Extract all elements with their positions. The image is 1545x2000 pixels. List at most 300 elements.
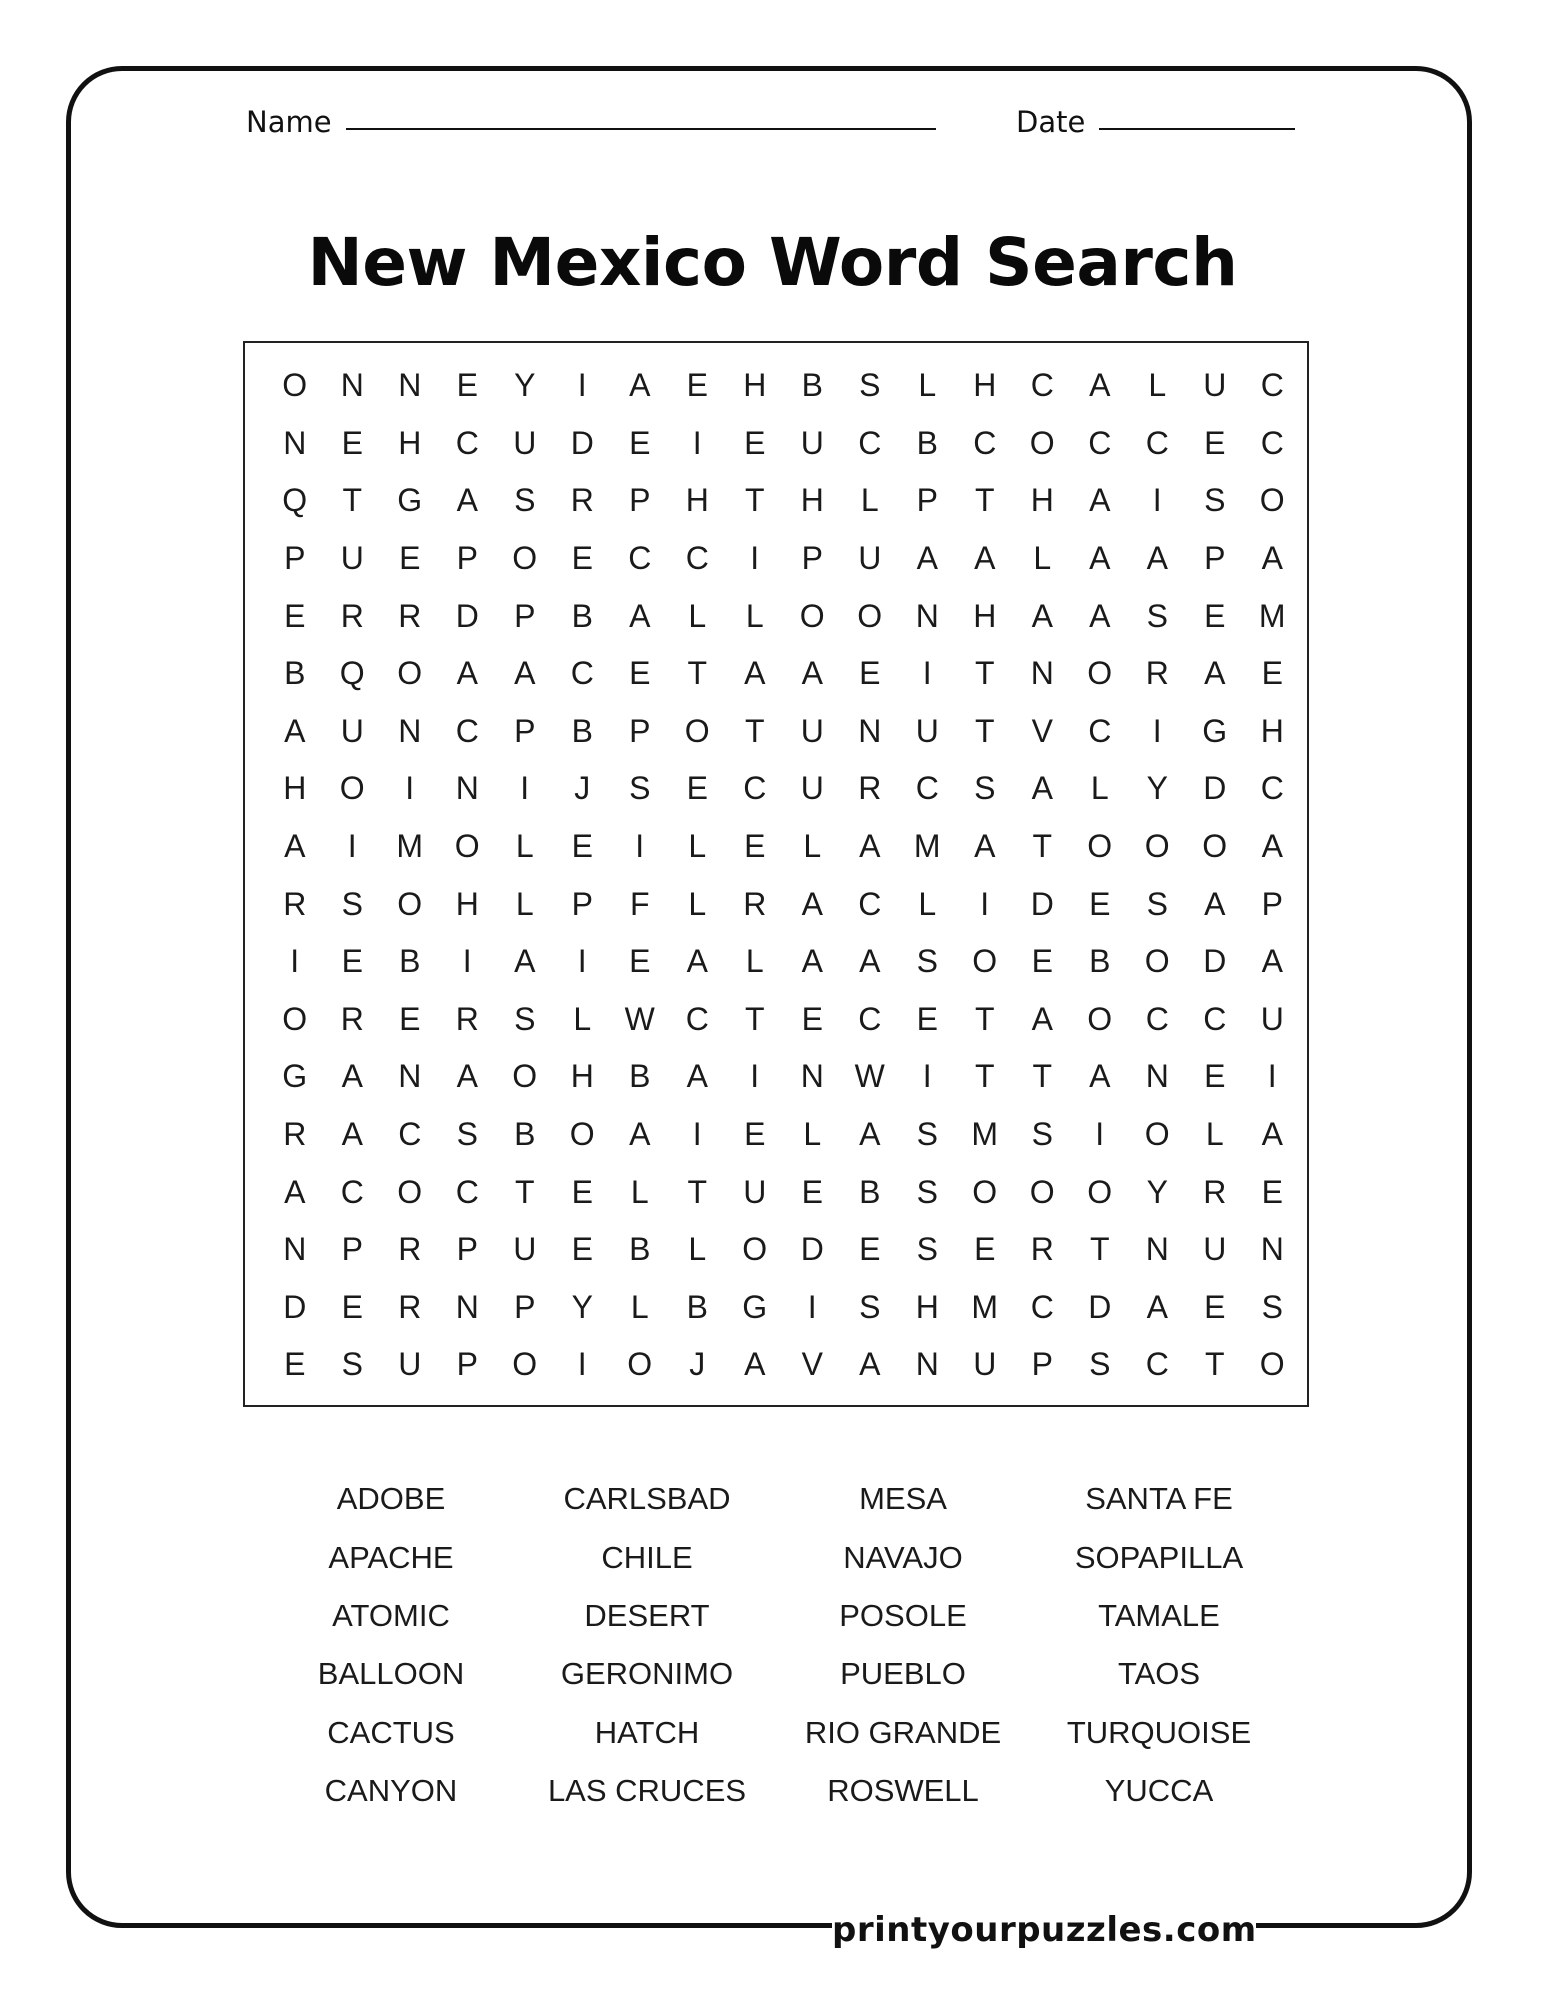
grid-letter[interactable]: C xyxy=(973,424,997,461)
grid-letter[interactable]: N xyxy=(858,712,882,749)
grid-letter[interactable]: O xyxy=(1087,1173,1113,1210)
grid-letter[interactable]: C xyxy=(455,712,479,749)
grid-letter[interactable]: A xyxy=(1031,770,1053,807)
grid-letter[interactable]: G xyxy=(282,1058,308,1095)
grid-letter[interactable]: A xyxy=(1261,943,1283,980)
grid-letter[interactable]: P xyxy=(1031,1346,1053,1383)
grid-letter[interactable]: H xyxy=(800,482,824,519)
grid-letter[interactable]: A xyxy=(284,1173,306,1210)
grid-letter[interactable]: C xyxy=(1030,1288,1054,1325)
grid-letter[interactable]: B xyxy=(801,367,823,404)
date-input-line[interactable] xyxy=(1099,128,1295,130)
grid-letter[interactable]: C xyxy=(1203,1000,1227,1037)
grid-letter[interactable]: D xyxy=(1203,943,1227,980)
grid-letter[interactable]: C xyxy=(570,655,594,692)
grid-letter[interactable]: A xyxy=(456,655,478,692)
grid-letter[interactable]: U xyxy=(1203,1231,1227,1268)
grid-letter[interactable]: I xyxy=(980,885,990,922)
grid-letter[interactable]: E xyxy=(801,1173,823,1210)
grid-letter[interactable]: I xyxy=(347,828,357,865)
grid-letter[interactable]: A xyxy=(744,1346,766,1383)
grid-letter[interactable]: B xyxy=(629,1058,651,1095)
grid-letter[interactable]: T xyxy=(974,1058,995,1095)
grid-letter[interactable]: R xyxy=(340,597,364,634)
grid-letter[interactable]: E xyxy=(1261,1173,1283,1210)
grid-letter[interactable]: A xyxy=(284,712,306,749)
grid-letter[interactable]: E xyxy=(571,1231,593,1268)
grid-letter[interactable]: A xyxy=(1031,1000,1053,1037)
grid-letter[interactable]: I xyxy=(577,1346,587,1383)
grid-letter[interactable]: O xyxy=(512,1058,538,1095)
grid-letter[interactable]: A xyxy=(801,885,823,922)
grid-letter[interactable]: D xyxy=(1030,885,1054,922)
grid-letter[interactable]: F xyxy=(629,885,650,922)
grid-letter[interactable]: P xyxy=(571,885,593,922)
grid-letter[interactable]: E xyxy=(744,424,766,461)
grid-letter[interactable]: O xyxy=(799,597,825,634)
grid-letter[interactable]: U xyxy=(743,1173,767,1210)
grid-letter[interactable]: T xyxy=(744,1000,765,1037)
grid-letter[interactable]: E xyxy=(399,1000,421,1037)
grid-letter[interactable]: I xyxy=(290,943,300,980)
grid-letter[interactable]: O xyxy=(397,885,423,922)
grid-letter[interactable]: D xyxy=(1203,770,1227,807)
grid-letter[interactable]: R xyxy=(340,1000,364,1037)
grid-letter[interactable]: P xyxy=(284,540,306,577)
grid-letter[interactable]: A xyxy=(916,540,938,577)
grid-letter[interactable]: B xyxy=(1089,943,1111,980)
grid-letter[interactable]: I xyxy=(577,943,587,980)
grid-letter[interactable]: A xyxy=(629,1116,651,1153)
grid-letter[interactable]: U xyxy=(340,540,364,577)
grid-letter[interactable]: E xyxy=(341,943,363,980)
grid-letter[interactable]: H xyxy=(570,1058,594,1095)
grid-letter[interactable]: L xyxy=(860,482,879,519)
grid-letter[interactable]: U xyxy=(1203,367,1227,404)
grid-letter[interactable]: C xyxy=(1088,712,1112,749)
name-input-line[interactable] xyxy=(346,128,936,130)
grid-letter[interactable]: S xyxy=(916,1116,938,1153)
grid-letter[interactable]: S xyxy=(1146,885,1168,922)
grid-letter[interactable]: T xyxy=(974,482,995,519)
grid-letter[interactable]: P xyxy=(514,597,536,634)
grid-letter[interactable]: A xyxy=(514,943,536,980)
grid-letter[interactable]: E xyxy=(916,1000,938,1037)
grid-letter[interactable]: H xyxy=(1260,712,1284,749)
grid-letter[interactable]: D xyxy=(800,1231,824,1268)
grid-letter[interactable]: S xyxy=(859,367,881,404)
grid-letter[interactable]: S xyxy=(1204,482,1226,519)
grid-letter[interactable]: O xyxy=(627,1346,653,1383)
grid-letter[interactable]: I xyxy=(692,424,702,461)
grid-letter[interactable]: C xyxy=(858,424,882,461)
grid-letter[interactable]: I xyxy=(1095,1116,1105,1153)
grid-letter[interactable]: S xyxy=(341,1346,363,1383)
grid-letter[interactable]: A xyxy=(456,1058,478,1095)
grid-letter[interactable]: L xyxy=(630,1288,649,1325)
grid-letter[interactable]: E xyxy=(1089,885,1111,922)
grid-letter[interactable]: S xyxy=(974,770,996,807)
grid-letter[interactable]: P xyxy=(514,1288,536,1325)
grid-letter[interactable]: H xyxy=(973,367,997,404)
grid-letter[interactable]: T xyxy=(687,655,708,692)
grid-letter[interactable]: E xyxy=(1261,655,1283,692)
grid-letter[interactable]: P xyxy=(456,1346,478,1383)
grid-letter[interactable]: A xyxy=(859,943,881,980)
grid-letter[interactable]: N xyxy=(283,424,307,461)
grid-letter[interactable]: E xyxy=(571,1173,593,1210)
grid-letter[interactable]: T xyxy=(1032,1058,1053,1095)
grid-letter[interactable]: E xyxy=(744,828,766,865)
grid-letter[interactable]: P xyxy=(629,482,651,519)
grid-letter[interactable]: E xyxy=(571,540,593,577)
grid-letter[interactable]: I xyxy=(405,770,415,807)
grid-letter[interactable]: C xyxy=(1260,367,1284,404)
grid-letter[interactable]: E xyxy=(341,424,363,461)
grid-letter[interactable]: U xyxy=(398,1346,422,1383)
grid-letter[interactable]: E xyxy=(1204,1288,1226,1325)
grid-letter[interactable]: P xyxy=(629,712,651,749)
grid-letter[interactable]: L xyxy=(515,828,534,865)
grid-letter[interactable]: E xyxy=(801,1000,823,1037)
grid-letter[interactable]: P xyxy=(1204,540,1226,577)
grid-letter[interactable]: A xyxy=(629,597,651,634)
grid-letter[interactable]: E xyxy=(341,1288,363,1325)
grid-letter[interactable]: A xyxy=(1261,1116,1283,1153)
grid-letter[interactable]: P xyxy=(801,540,823,577)
grid-letter[interactable]: U xyxy=(800,712,824,749)
grid-letter[interactable]: L xyxy=(1205,1116,1224,1153)
grid-letter[interactable]: O xyxy=(512,540,538,577)
grid-letter[interactable]: A xyxy=(686,943,708,980)
grid-letter[interactable]: N xyxy=(455,770,479,807)
grid-letter[interactable]: A xyxy=(629,367,651,404)
grid-letter[interactable]: N xyxy=(915,1346,939,1383)
grid-letter[interactable]: R xyxy=(455,1000,479,1037)
grid-letter[interactable]: O xyxy=(1144,943,1170,980)
grid-letter[interactable]: T xyxy=(687,1173,708,1210)
grid-letter[interactable]: D xyxy=(455,597,479,634)
grid-letter[interactable]: L xyxy=(803,828,822,865)
grid-letter[interactable]: A xyxy=(456,482,478,519)
grid-letter[interactable]: N xyxy=(340,367,364,404)
grid-letter[interactable]: I xyxy=(922,655,932,692)
grid-letter[interactable]: R xyxy=(1203,1173,1227,1210)
grid-letter[interactable]: B xyxy=(629,1231,651,1268)
grid-letter[interactable]: N xyxy=(1260,1231,1284,1268)
grid-letter[interactable]: C xyxy=(1145,424,1169,461)
grid-letter[interactable]: Q xyxy=(339,655,365,692)
grid-letter[interactable]: H xyxy=(455,885,479,922)
grid-letter[interactable]: A xyxy=(801,943,823,980)
grid-letter[interactable]: C xyxy=(1145,1346,1169,1383)
grid-letter[interactable]: S xyxy=(1146,597,1168,634)
grid-letter[interactable]: P xyxy=(341,1231,363,1268)
grid-letter[interactable]: T xyxy=(744,712,765,749)
grid-letter[interactable]: U xyxy=(973,1346,997,1383)
grid-letter[interactable]: I xyxy=(577,367,587,404)
grid-letter[interactable]: J xyxy=(689,1346,706,1383)
grid-letter[interactable]: E xyxy=(456,367,478,404)
grid-letter[interactable]: O xyxy=(1144,828,1170,865)
grid-letter[interactable]: C xyxy=(858,1000,882,1037)
grid-letter[interactable]: R xyxy=(398,1288,422,1325)
grid-letter[interactable]: S xyxy=(916,943,938,980)
grid-letter[interactable]: C xyxy=(685,540,709,577)
grid-letter[interactable]: Y xyxy=(1146,770,1168,807)
grid-letter[interactable]: Q xyxy=(282,482,308,519)
grid-letter[interactable]: N xyxy=(398,712,422,749)
grid-letter[interactable]: S xyxy=(1261,1288,1283,1325)
grid-letter[interactable]: I xyxy=(750,540,760,577)
grid-letter[interactable]: E xyxy=(1031,943,1053,980)
grid-letter[interactable]: O xyxy=(282,1000,308,1037)
grid-letter[interactable]: U xyxy=(800,424,824,461)
grid-letter[interactable]: T xyxy=(514,1173,535,1210)
grid-letter[interactable]: R xyxy=(743,885,767,922)
grid-letter[interactable]: A xyxy=(1204,655,1226,692)
grid-letter[interactable]: M xyxy=(913,828,941,865)
grid-letter[interactable]: I xyxy=(922,1058,932,1095)
grid-letter[interactable]: A xyxy=(341,1116,363,1153)
grid-letter[interactable]: C xyxy=(455,424,479,461)
grid-letter[interactable]: W xyxy=(624,1000,655,1037)
grid-letter[interactable]: O xyxy=(1087,1000,1113,1037)
grid-letter[interactable]: N xyxy=(283,1231,307,1268)
grid-letter[interactable]: N xyxy=(455,1288,479,1325)
grid-letter[interactable]: E xyxy=(686,367,708,404)
grid-letter[interactable]: C xyxy=(1145,1000,1169,1037)
grid-letter[interactable]: A xyxy=(1031,597,1053,634)
grid-letter[interactable]: B xyxy=(571,712,593,749)
grid-letter[interactable]: L xyxy=(630,1173,649,1210)
grid-letter[interactable]: S xyxy=(1089,1346,1111,1383)
grid-letter[interactable]: N xyxy=(915,597,939,634)
grid-letter[interactable]: U xyxy=(858,540,882,577)
grid-letter[interactable]: S xyxy=(514,1000,536,1037)
grid-letter[interactable]: U xyxy=(340,712,364,749)
grid-letter[interactable]: A xyxy=(974,828,996,865)
grid-letter[interactable]: S xyxy=(916,1173,938,1210)
grid-letter[interactable]: O xyxy=(1087,828,1113,865)
grid-letter[interactable]: B xyxy=(284,655,306,692)
grid-letter[interactable]: E xyxy=(571,828,593,865)
grid-letter[interactable]: U xyxy=(1260,1000,1284,1037)
grid-letter[interactable]: U xyxy=(513,424,537,461)
grid-letter[interactable]: O xyxy=(684,712,710,749)
grid-letter[interactable]: P xyxy=(1261,885,1283,922)
grid-letter[interactable]: C xyxy=(455,1173,479,1210)
grid-letter[interactable]: C xyxy=(858,885,882,922)
grid-letter[interactable]: A xyxy=(1261,828,1283,865)
grid-letter[interactable]: O xyxy=(857,597,883,634)
grid-letter[interactable]: A xyxy=(1146,540,1168,577)
grid-letter[interactable]: N xyxy=(1030,655,1054,692)
grid-letter[interactable]: C xyxy=(1030,367,1054,404)
grid-letter[interactable]: S xyxy=(514,482,536,519)
grid-letter[interactable]: L xyxy=(688,828,707,865)
grid-letter[interactable]: O xyxy=(454,828,480,865)
grid-letter[interactable]: A xyxy=(744,655,766,692)
grid-letter[interactable]: L xyxy=(688,1231,707,1268)
grid-letter[interactable]: L xyxy=(918,367,937,404)
grid-letter[interactable]: B xyxy=(399,943,421,980)
grid-letter[interactable]: B xyxy=(514,1116,536,1153)
grid-letter[interactable]: I xyxy=(635,828,645,865)
grid-letter[interactable]: R xyxy=(283,1116,307,1153)
grid-letter[interactable]: G xyxy=(1202,712,1228,749)
grid-letter[interactable]: O xyxy=(1259,1346,1285,1383)
grid-letter[interactable]: E xyxy=(629,943,651,980)
grid-letter[interactable]: G xyxy=(397,482,423,519)
grid-letter[interactable]: P xyxy=(456,540,478,577)
grid-letter[interactable]: T xyxy=(974,655,995,692)
grid-letter[interactable]: R xyxy=(858,770,882,807)
grid-letter[interactable]: C xyxy=(1260,770,1284,807)
grid-letter[interactable]: T xyxy=(1204,1346,1225,1383)
grid-letter[interactable]: M xyxy=(971,1116,999,1153)
grid-letter[interactable]: A xyxy=(1089,540,1111,577)
grid-letter[interactable]: I xyxy=(1267,1058,1277,1095)
grid-letter[interactable]: C xyxy=(340,1173,364,1210)
grid-letter[interactable]: I xyxy=(1152,712,1162,749)
grid-letter[interactable]: L xyxy=(515,885,534,922)
grid-letter[interactable]: T xyxy=(974,1000,995,1037)
grid-letter[interactable]: L xyxy=(688,597,707,634)
grid-letter[interactable]: H xyxy=(398,424,422,461)
grid-letter[interactable]: C xyxy=(685,1000,709,1037)
grid-letter[interactable]: E xyxy=(399,540,421,577)
grid-letter[interactable]: R xyxy=(1030,1231,1054,1268)
grid-letter[interactable]: E xyxy=(1204,424,1226,461)
grid-letter[interactable]: I xyxy=(1152,482,1162,519)
grid-letter[interactable]: V xyxy=(801,1346,823,1383)
grid-letter[interactable]: U xyxy=(800,770,824,807)
grid-letter[interactable]: O xyxy=(397,1173,423,1210)
grid-letter[interactable]: I xyxy=(807,1288,817,1325)
grid-letter[interactable]: E xyxy=(974,1231,996,1268)
grid-letter[interactable]: B xyxy=(571,597,593,634)
grid-letter[interactable]: D xyxy=(1088,1288,1112,1325)
grid-letter[interactable]: T xyxy=(1032,828,1053,865)
grid-letter[interactable]: O xyxy=(742,1231,768,1268)
grid-letter[interactable]: A xyxy=(1146,1288,1168,1325)
grid-letter[interactable]: E xyxy=(744,1116,766,1153)
grid-letter[interactable]: R xyxy=(398,597,422,634)
grid-letter[interactable]: T xyxy=(974,712,995,749)
grid-letter[interactable]: S xyxy=(1031,1116,1053,1153)
grid-letter[interactable]: A xyxy=(1261,540,1283,577)
grid-letter[interactable]: D xyxy=(283,1288,307,1325)
grid-letter[interactable]: O xyxy=(1144,1116,1170,1153)
grid-letter[interactable]: O xyxy=(282,367,308,404)
grid-letter[interactable]: L xyxy=(745,943,764,980)
grid-letter[interactable]: L xyxy=(803,1116,822,1153)
grid-letter[interactable]: M xyxy=(396,828,424,865)
grid-letter[interactable]: O xyxy=(339,770,365,807)
grid-letter[interactable]: P xyxy=(514,712,536,749)
grid-letter[interactable]: E xyxy=(859,655,881,692)
grid-letter[interactable]: I xyxy=(750,1058,760,1095)
grid-letter[interactable]: U xyxy=(915,712,939,749)
grid-letter[interactable]: A xyxy=(284,828,306,865)
grid-letter[interactable]: H xyxy=(915,1288,939,1325)
grid-letter[interactable]: D xyxy=(570,424,594,461)
grid-letter[interactable]: P xyxy=(456,1231,478,1268)
grid-letter[interactable]: A xyxy=(1089,482,1111,519)
grid-letter[interactable]: U xyxy=(513,1231,537,1268)
grid-letter[interactable]: B xyxy=(916,424,938,461)
grid-letter[interactable]: O xyxy=(1202,828,1228,865)
grid-letter[interactable]: T xyxy=(744,482,765,519)
grid-letter[interactable]: O xyxy=(569,1116,595,1153)
grid-letter[interactable]: E xyxy=(686,770,708,807)
grid-letter[interactable]: O xyxy=(512,1346,538,1383)
grid-letter[interactable]: B xyxy=(859,1173,881,1210)
grid-letter[interactable]: O xyxy=(972,1173,998,1210)
grid-letter[interactable]: M xyxy=(971,1288,999,1325)
grid-letter[interactable]: N xyxy=(1145,1058,1169,1095)
grid-letter[interactable]: A xyxy=(974,540,996,577)
grid-letter[interactable]: E xyxy=(859,1231,881,1268)
grid-letter[interactable]: N xyxy=(398,367,422,404)
grid-letter[interactable]: A xyxy=(801,655,823,692)
grid-letter[interactable]: W xyxy=(854,1058,885,1095)
grid-letter[interactable]: R xyxy=(398,1231,422,1268)
grid-letter[interactable]: I xyxy=(462,943,472,980)
grid-letter[interactable]: L xyxy=(918,885,937,922)
grid-letter[interactable]: V xyxy=(1031,712,1053,749)
grid-letter[interactable]: S xyxy=(859,1288,881,1325)
grid-letter[interactable]: L xyxy=(1148,367,1167,404)
grid-letter[interactable]: H xyxy=(743,367,767,404)
grid-letter[interactable]: I xyxy=(692,1116,702,1153)
grid-letter[interactable]: N xyxy=(398,1058,422,1095)
grid-letter[interactable]: E xyxy=(1204,597,1226,634)
grid-letter[interactable]: S xyxy=(916,1231,938,1268)
grid-letter[interactable]: A xyxy=(1089,1058,1111,1095)
grid-letter[interactable]: A xyxy=(1089,367,1111,404)
grid-letter[interactable]: A xyxy=(1089,597,1111,634)
grid-letter[interactable]: R xyxy=(1145,655,1169,692)
grid-letter[interactable]: R xyxy=(283,885,307,922)
grid-letter[interactable]: T xyxy=(1089,1231,1110,1268)
grid-letter[interactable]: C xyxy=(743,770,767,807)
grid-letter[interactable]: O xyxy=(1029,1173,1055,1210)
grid-letter[interactable]: O xyxy=(1087,655,1113,692)
grid-letter[interactable]: P xyxy=(916,482,938,519)
grid-letter[interactable]: A xyxy=(859,1116,881,1153)
grid-letter[interactable]: S xyxy=(341,885,363,922)
grid-letter[interactable]: Y xyxy=(1146,1173,1168,1210)
grid-letter[interactable]: Y xyxy=(571,1288,593,1325)
grid-letter[interactable]: H xyxy=(283,770,307,807)
grid-letter[interactable]: C xyxy=(398,1116,422,1153)
grid-letter[interactable]: N xyxy=(1145,1231,1169,1268)
grid-letter[interactable]: G xyxy=(742,1288,768,1325)
grid-letter[interactable]: T xyxy=(342,482,363,519)
grid-letter[interactable]: I xyxy=(520,770,530,807)
grid-letter[interactable]: R xyxy=(570,482,594,519)
grid-letter[interactable]: M xyxy=(1258,597,1286,634)
grid-letter[interactable]: L xyxy=(745,597,764,634)
grid-letter[interactable]: A xyxy=(341,1058,363,1095)
grid-letter[interactable]: A xyxy=(514,655,536,692)
grid-letter[interactable]: H xyxy=(973,597,997,634)
grid-letter[interactable]: A xyxy=(859,828,881,865)
grid-letter[interactable]: A xyxy=(686,1058,708,1095)
grid-letter[interactable]: J xyxy=(574,770,591,807)
